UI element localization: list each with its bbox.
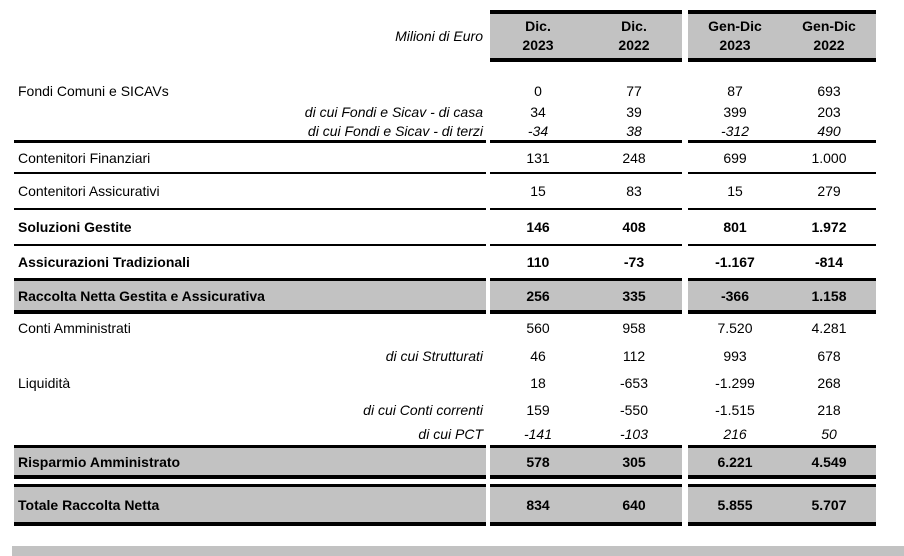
column-header-dic-2022 [586, 17, 682, 55]
row-contenitori-finanziari [14, 143, 876, 174]
value-cell: -312 [720, 122, 750, 139]
row-contenitori-assicurativi [14, 174, 876, 210]
value-cell: 560 [526, 320, 550, 336]
value-cell: 834 [526, 496, 550, 513]
value-cell: -34 [527, 122, 549, 139]
row-label: Totale Raccolta Netta [14, 484, 486, 526]
value-cell: 159 [526, 401, 550, 418]
row-label: di cui PCT [418, 426, 483, 442]
row-label: Raccolta Netta Gestita e Assicurativa [14, 278, 486, 314]
header-body-gap [14, 62, 876, 80]
column-header-gen-dic-2022 [782, 17, 876, 55]
row-soluzioni-gestite [14, 210, 876, 246]
row-label: di cui Fondi e Sicav - di casa [304, 103, 483, 120]
column-header-period: Gen-Dic [802, 18, 856, 34]
value-cell: 4.549 [811, 453, 847, 470]
row-label: Liquidità [18, 374, 71, 391]
value-cell: 958 [622, 320, 646, 336]
value-cell: -653 [619, 374, 649, 391]
row-raccolta-netta-gestita-e-assicurativa [14, 278, 876, 314]
value-cell: 15 [727, 183, 743, 199]
column-header-period: Dic. [621, 18, 647, 34]
row-label: Conti Amministrati [18, 320, 131, 336]
row-label: Contenitori Finanziari [14, 143, 486, 174]
row-fondi-comuni-e-sicavs [14, 80, 876, 102]
row-label: Risparmio Amministrato [14, 445, 486, 479]
unit-label: Milioni di Euro [395, 28, 483, 44]
value-cell: 216 [723, 426, 747, 442]
column-header-gen-dic-2023 [688, 17, 782, 55]
value-cell: -1.299 [715, 374, 755, 391]
value-cell: 305 [622, 453, 646, 470]
table-header-row [14, 10, 876, 62]
raccolta-netta-table [14, 10, 876, 526]
value-cell: 279 [817, 183, 841, 199]
row-assicurazioni-tradizionali [14, 246, 876, 278]
row-liquidita [14, 369, 876, 396]
column-header-year: 2022 [813, 37, 845, 53]
value-cell: 699 [723, 149, 747, 166]
value-cell: 46 [530, 347, 546, 364]
value-cell: 0 [534, 83, 542, 99]
value-cell: 801 [723, 219, 747, 235]
header-group-gen-dic [688, 10, 876, 62]
value-cell: 110 [526, 254, 550, 270]
value-cell: 5.855 [717, 496, 753, 513]
value-cell: 640 [622, 496, 646, 513]
value-cell: -366 [720, 287, 750, 304]
value-cell: 693 [817, 83, 841, 99]
row-di-cui-fondi-sicav-di-casa [14, 102, 876, 121]
header-group-dic [490, 10, 682, 62]
value-cell: 399 [723, 103, 747, 120]
value-cell: 39 [626, 103, 642, 120]
value-cell: 218 [817, 401, 841, 418]
row-label: di cui Conti correnti [363, 401, 483, 418]
value-cell: -814 [814, 254, 844, 270]
value-cell: 248 [622, 149, 646, 166]
value-cell: 4.281 [811, 320, 847, 336]
row-risparmio-amministrato [14, 445, 876, 479]
row-label: Assicurazioni Tradizionali [18, 254, 190, 270]
value-cell: -550 [619, 401, 649, 418]
value-cell: 50 [821, 426, 837, 442]
value-cell: 77 [626, 83, 642, 99]
row-totale-raccolta-netta [14, 484, 876, 526]
column-header-dic-2023 [490, 17, 586, 55]
value-cell: 268 [817, 374, 841, 391]
value-cell: -1.515 [715, 401, 755, 418]
column-header-year: 2023 [522, 37, 554, 53]
row-di-cui-fondi-sicav-di-terzi [14, 121, 876, 143]
row-di-cui-conti-correnti [14, 396, 876, 423]
value-cell: 256 [526, 287, 550, 304]
row-label: Soluzioni Gestite [14, 210, 486, 246]
value-cell: 578 [526, 453, 550, 470]
row-label: di cui Fondi e Sicav - di terzi [14, 121, 486, 143]
value-cell: 1.972 [811, 219, 847, 235]
value-cell: 87 [727, 83, 743, 99]
value-cell: 1.000 [811, 149, 847, 166]
value-cell: -141 [523, 426, 553, 442]
value-cell: 335 [622, 287, 646, 304]
row-label: Fondi Comuni e SICAVs [18, 83, 169, 99]
value-cell: 83 [626, 183, 642, 199]
value-cell: 131 [526, 149, 550, 166]
row-label: di cui Strutturati [385, 347, 483, 364]
column-header-year: 2023 [719, 37, 751, 53]
value-cell: 490 [817, 122, 841, 139]
footer-divider-bar [12, 546, 904, 556]
value-cell: 5.707 [811, 496, 847, 513]
value-cell: 7.520 [717, 320, 753, 336]
value-cell: 1.158 [811, 287, 847, 304]
value-cell: -103 [619, 426, 649, 442]
row-di-cui-pct [14, 423, 876, 445]
column-header-year: 2022 [618, 37, 650, 53]
value-cell: 18 [530, 374, 546, 391]
value-cell: -73 [623, 254, 645, 270]
value-cell: 6.221 [717, 453, 753, 470]
column-header-period: Gen-Dic [708, 18, 762, 34]
value-cell: 993 [723, 347, 747, 364]
value-cell: -1.167 [715, 254, 755, 270]
value-cell: 34 [530, 103, 546, 120]
value-cell: 678 [817, 347, 841, 364]
value-cell: 408 [622, 219, 646, 235]
value-cell: 15 [530, 183, 546, 199]
value-cell: 112 [622, 347, 646, 364]
row-label: Contenitori Assicurativi [14, 174, 486, 210]
value-cell: 203 [817, 103, 841, 120]
column-header-period: Dic. [525, 18, 551, 34]
row-conti-amministrati [14, 314, 876, 342]
row-di-cui-strutturati [14, 342, 876, 369]
value-cell: 146 [526, 219, 550, 235]
value-cell: 38 [626, 122, 642, 139]
